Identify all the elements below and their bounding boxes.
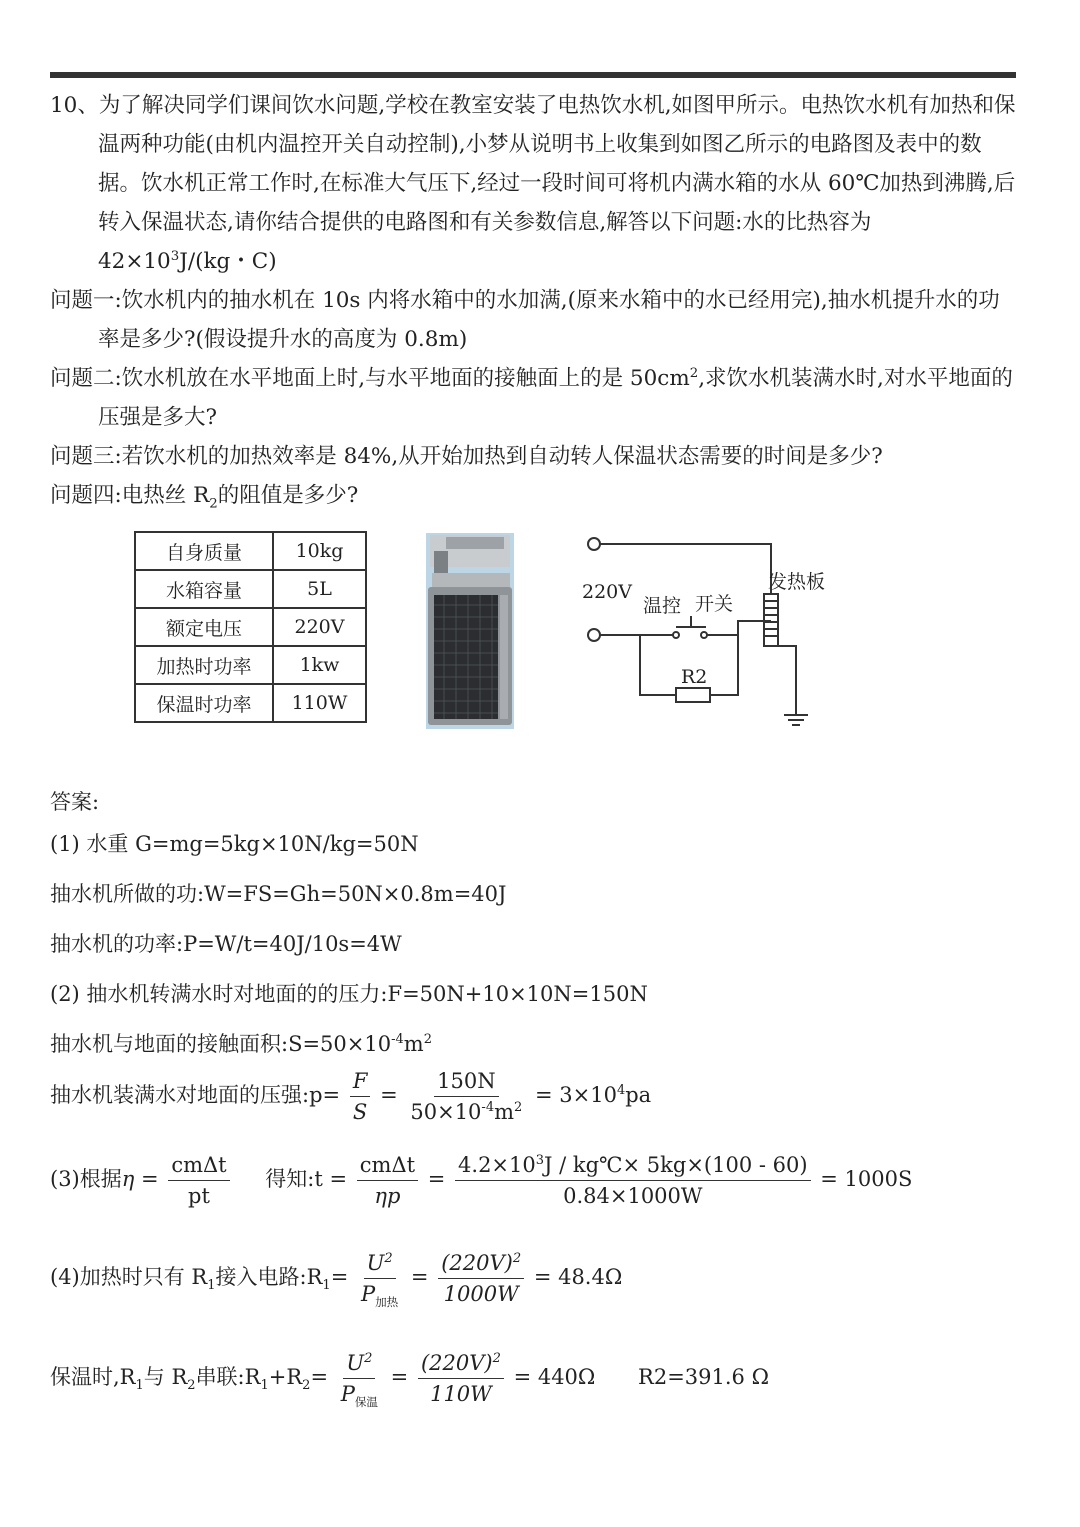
answer-r2: 保温时$,R_1$与 $R_2$串联$:R_1+R_2=$ $\frac{U^2}{P_{保温}}$ = $\frac{(220V)^2}{110W}$ = 440Ω R2=391.6 Ω [50,1351,769,1410]
question-1: 问题一:饮水机内的抽水机在 10s 内将水箱中的水加满,(原来水箱中的水已经用完),抽水机提升水的功率是多少?(假设提升水的高度为 0.8m) [50,288,1000,352]
answer-heading: 答案: [50,790,100,814]
switch-label: 开关 [695,593,734,615]
fraction-r1-values: $\frac{(220V)^2}{1000W}$ [438,1250,524,1307]
answer-r1: (4)加热时只有 $R_1$接入电路$:R_1=$ $\frac{U^2}{P_{加热}}$ = $\frac{(220V)^2}{1000W}$ = 48.4Ω [50,1251,623,1310]
resistor-label: R2 [681,666,708,688]
answer-line-3: 抽水机的功率:P=W/t=40J/10s=4W [50,932,402,956]
fraction-series-formula: $\frac{U^2}{P_{保温}}$ [340,1351,378,1410]
answer-pressure: 抽水机装满水对地面的压强:p= $\frac{F}{S}$ = $\frac{150N}{50\times 10^{-4}m^2}$ = $3\times 10^4pa$ [50,1069,652,1124]
fraction-pressure-values: $\frac{150N}{50\times 10^{-4}m^2}$ [410,1069,523,1124]
question-3: 问题三:若饮水机的加热效率是 84%,从开始加热到自动转人保温状态需要的时间是多少? [50,444,883,469]
circuit-diagram [578,528,848,733]
answer-line-1: (1) 水重 G=mg=5kg×10N/kg=50N [50,832,419,856]
table-row: 自身质量 10kg [135,532,366,570]
question-4: 问题四:电热丝 $R_2$的阻值是多少? [50,483,359,512]
fraction-f-over-s: $\frac{F}{S}$ [350,1068,371,1125]
answer-line-2: 抽水机所做的功:W=FS=Gh=50N×0.8m=40J [50,882,507,906]
question-intro: 10、为了解决同学们课间饮水问题,学校在教室安装了电热饮水机,如图甲所示。电热饮水机有加热和保温两种功能(由机内温控开关自动控制),小梦从说明书上收集到如图乙所示的电路图及表中的数据。饮水机正常工作时,在标准大气压下,经过一段时间可将机内满水箱的水从 60℃加热到沸腾,后转入保温状态,请你结合提供的电路图和有关参数信息,解答以下问题:水的比热容为 $42\times 10^3J/(kg$・C) [50,93,1016,274]
fraction-efficiency: $\frac{\text{cmΔt}}{pt}$ [168,1152,229,1209]
thermostat-label: 温控 [643,595,682,617]
fraction-r1-formula: $\frac{U^2}{P_{加热}}$ [360,1251,399,1310]
answer-time: (3)根据η = $\frac{\text{cmΔt}}{pt}$ 得知:t = $\frac{\text{cmΔt}}{\eta p}$ = $\frac{4.2\times 10^3J / kg℃\times 5kg\times(100 - 60)}{0.84\times 1000W}$ = 1000S [50,1153,913,1208]
answer-line-5: 抽水机与地面的接触面积$:S=50\times 10^{-4}m^2$ [50,1032,432,1056]
parameter-table [134,531,367,723]
question-2: 问题二:饮水机放在水平地面上时,与水平地面的接触面上的是 $50cm^2$,求饮水机装满水时,对水平地面的压强是多大? [50,365,1013,430]
question-block [50,86,1016,515]
heater-label: 发热板 [768,571,826,593]
fraction-time-formula: $\frac{\text{cmΔt}}{\eta p}$ [357,1152,418,1209]
table-row: 加热时功率 1kw [135,646,366,684]
water-dispenser-photo [426,533,514,729]
top-rule [50,72,1016,78]
table-row: 保温时功率 110W [135,684,366,722]
fraction-time-values: $\frac{4.2\times 10^3J / kg℃\times 5kg\times(100 - 60)}{0.84\times 1000W}$ [455,1152,811,1209]
answer-line-4: (2) 抽水机转满水时对地面的的压力:F=50N+10×10N=150N [50,982,648,1006]
fraction-series-values: $\frac{(220V)^2}{110W}$ [418,1350,504,1407]
voltage-label: 220V [582,581,632,603]
table-row: 额定电压 220V [135,608,366,646]
table-row: 水箱容量 5L [135,570,366,608]
